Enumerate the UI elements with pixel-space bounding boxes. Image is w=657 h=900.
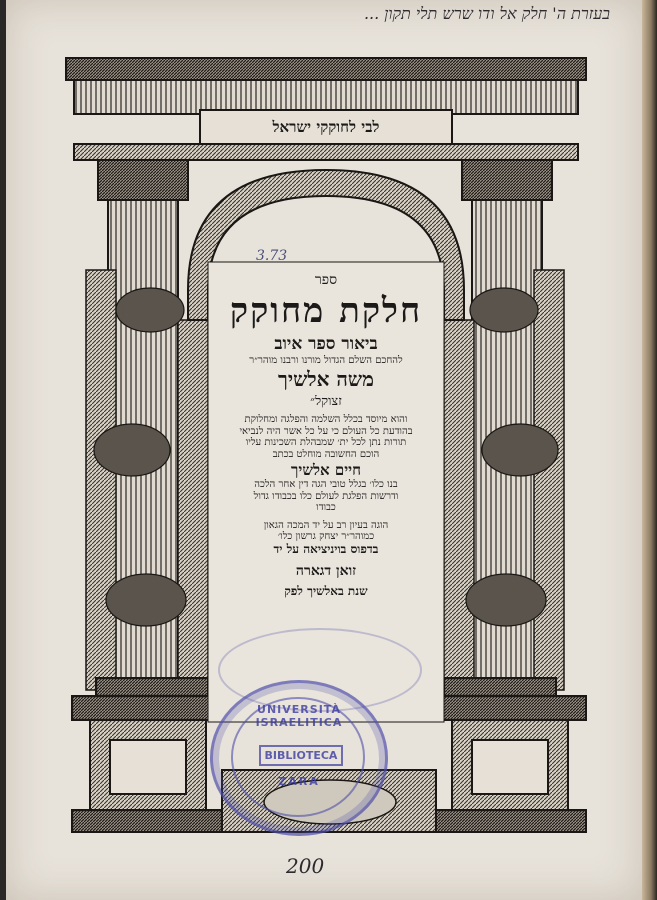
author-name: משה אלשיך [278,368,374,392]
cornice [66,58,586,160]
proofread-line-1: הוגה בעיון רב על יד המכה הגאון [263,519,389,531]
sefer-label: ספר [314,272,338,288]
printer-name: זואן דגארה [295,562,357,579]
body-line-2: בהודעת כל העולם כי על כל אשר היה לנביאי [239,425,413,437]
handwritten-number: 200 [286,854,325,878]
son-name: חיים אלשיך [291,462,361,480]
honorific: זצוקל״ [310,395,342,410]
book-title: חלקת מחוקק [229,292,423,332]
header-motto: לבי לחוקקי ישראל [272,118,380,136]
book-subtitle: ביאור ספר איוב [274,335,378,355]
body-line-5: בנו כלו׳ בגלל טובי הגה דין אחר הלכה [254,479,398,491]
proofread-line-2: כמוהר״ר יצחק גרשון כלו׳ [277,531,375,543]
venice-imprint: בדפוס בויניציאה על יד [273,542,379,556]
printing-year: שנת באלשיך לפק [284,584,368,598]
stamp-lower-text: ZARA [278,775,320,788]
rabbi-line: להחכם השלם הגדול מורנו ורבנו מוהר״ר [249,354,403,366]
body-line-1: והוא מיוסד בכלל השלמה והפלגה ומחלוקת [244,414,408,426]
body-line-7: כבודו [316,502,336,514]
shelf-mark: 3.73 [256,248,288,264]
body-line-3: תורות נתן לכל ית׳ שמבהלת השכינות עליו [245,437,407,449]
stamp-center-text: BIBLIOTECA [259,745,343,766]
handwritten-note-top: בעזרת ה' חלק אל ודו שרש תלי תקון ... [363,4,610,23]
library-stamp [210,680,388,836]
body-line-6: ודרשות הפלגת לעולם כלו בכבודו גדול [253,490,399,502]
stamp-arc-text: UNIVERSITÀ ISRAELITICA [255,703,343,729]
body-line-4: הוכם החשובה מוחלט בכתב [272,448,380,460]
